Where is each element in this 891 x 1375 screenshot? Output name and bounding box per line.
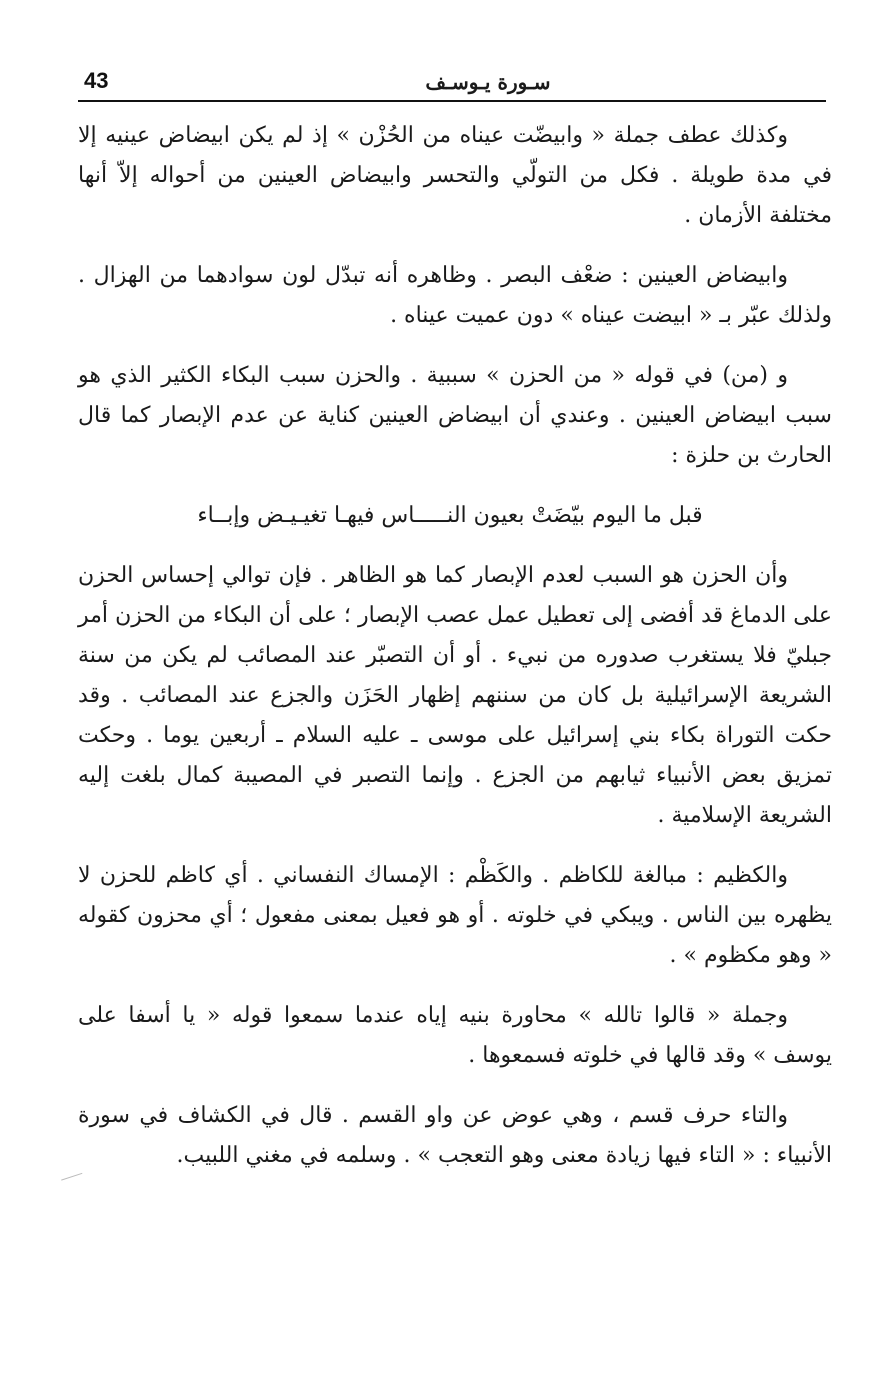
paragraph: والكظيم : مبالغة للكاظم . والكَظْم : الإمساك النفساني . أي كاظم للحزن لا يظهره بين الناس . ويبكي في خلوته . أو هو فعيل بمعنى مفعول ؛ أي محزون كقوله « وهو مكظوم » . xyxy=(78,863,832,968)
page-number: 43 xyxy=(84,68,109,93)
paragraph: وأن الحزن هو السبب لعدم الإبصار كما هو الظاهر . فإن توالي إحساس الحزن على الدماغ قد أفضى إلى تعطيل عمل عصب الإبصار ؛ على أن البكاء من الحزن أمر جبليّ فلا يستغرب صدوره من نبيء . أو أن التصبّر عند المصائب لم يكن من سنة الشريعة الإسرائيلية بل كان من سننهم إظهار الحَزَن والجزع عند المصائب . وقد حكت التوراة بكاء بني إسرائيل على موسى ـ عليه السلام ـ أربعين يوما . وحكت تمزيق بعض الأنبياء ثيابهم من الجزع . وإنما التصبر في المصيبة كمال بلغت إليه الشريعة الإسلامية . xyxy=(78,563,832,828)
running-title: سـورة يـوسـف xyxy=(425,70,551,94)
header-rule xyxy=(78,100,826,102)
poetry-verse: قبل ما اليوم بيّضَتْ بعيون النـــــاس فيهـا تغيـيـض وإبــاء xyxy=(197,503,703,528)
paragraph: و (من) في قوله « من الحزن » سببية . والحزن سبب البكاء الكثير الذي هو سبب ابيضاض العينين . وعندي أن ابيضاض العينين كناية عن عدم الإبصار كما قال الحارث بن حلزة : xyxy=(78,363,832,468)
paragraph: وكذلك عطف جملة « وابيضّت عيناه من الحُزْن » إذ لم يكن ابيضاض عينيه إلا في مدة طويلة . فكل من التولّي والتحسر وابيضاض العينين من أحواله إلاّ أنها مختلفة الأزمان . xyxy=(78,123,832,228)
body-text xyxy=(78,116,832,1196)
paragraph: والتاء حرف قسم ، وهي عوض عن واو القسم . قال في الكشاف في سورة الأنبياء : « التاء فيها زيادة معنى وهو التعجب » . وسلمه في مغني اللبيب. xyxy=(78,1103,832,1168)
paragraph: وجملة « قالوا تالله » محاورة بنيه إياه عندما سمعوا قوله « يا أسفا على يوسف » وقد قالها في خلوته فسمعوها . xyxy=(78,1003,832,1068)
paragraph: وابيضاض العينين : ضعْف البصر . وظاهره أنه تبدّل لون سوادهما من الهزال . ولذلك عبّر بـ « ابيضت عيناه » دون عميت عيناه . xyxy=(78,263,832,328)
page-header xyxy=(78,66,826,100)
